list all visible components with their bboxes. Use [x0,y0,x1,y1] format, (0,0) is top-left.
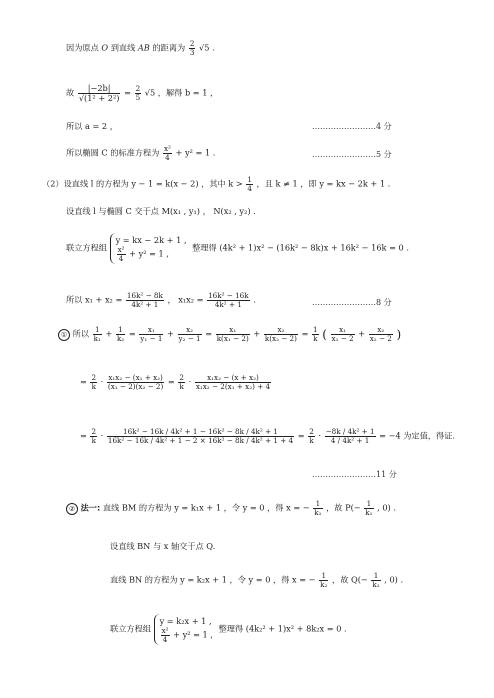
text: 因为原点 [66,42,99,53]
item-marker-1: ① [58,329,70,341]
text: √5 . [199,42,215,53]
line-method1-bm: ② 法一: 直线 BM 的方程为 y = k₁x + 1 ，令 y = 0 ，得 x = − $\frac{1}{\text{k₁}}$ ，故 P(− $\frac{1}{\text{k₁}}$ , 0) . [66,500,396,517]
text: 整理得 (4k² + 1)x² − (16k² − 8k)x + 16k² − 16k = 0 . [192,242,409,253]
line-system-2 [110,614,347,645]
text: . [253,294,256,305]
fraction-sum: $\frac{\text{16k² − 8k}}{\text{4k² + 1}}$ [126,291,163,309]
compound-fraction: $\frac{\text{−8k / 4k² + 1}}{\text{4 / 4k² + 1}}$ [325,427,375,445]
line-bn-setup [110,540,215,552]
text: 的距离为 [152,42,186,53]
text: 所以 [72,328,89,339]
text: 联立方程组 [110,623,151,634]
text: √5 ，解得 b = 1 ， [144,87,219,98]
line-system-1 [66,233,409,264]
line-intersection-points [66,205,256,217]
score-marker-11: ……………………11 分 [312,470,397,479]
line-simplify-2: = $\frac{2}{k}$ · $\frac{\text{16k² − 16k / 4k² + 1 − 16k² − 8k / 4k² + 1}}{\text{16k² − 16k / 4k² + 1 − 2 × 16k² − 8k / 4k² + 1 + 4}}$ = $\frac{2}{k}$ · $\frac{\text{−8k / 4k² + 1}}{\text{4 / 4k² + 1}}$ = −4 为定值，得证. [80,427,456,445]
line-ab: AB [137,42,150,53]
compound-fraction: $\frac{\text{16k² − 16k / 4k² + 1 − 16k² − 8k / 4k² + 1}}{\text{16k² − 16k / 4k² + 1 − 2 × 16k² − 8k / 4k² + 1 + 4}}$ [107,427,294,445]
fraction: $\frac{1}{4}$ [247,175,252,193]
text: 所以 x₁ + x₂ = [66,294,123,305]
line-part2-setup [42,176,390,193]
fraction-distance: $\frac{|-2b|}{\text{√(1² + 2²)}}$ [78,83,120,103]
text: 直线 BN 的方程为 y = k₂x + 1 ，令 y = 0 ，得 x = − [110,574,316,585]
line-a-value [66,120,118,132]
fraction: $\frac{2}{5}$ [135,84,141,102]
line-origin-distance [66,40,215,57]
equation-system: y = k₂x + 1 , $\frac{\text{x²}}{4}$ + y² = 1 , [154,614,216,645]
text: ， x₁x₂ = [167,294,204,305]
text: 直线 BM 的方程为 y = k₁x + 1 ，令 y = 0 ，得 x = − [102,502,310,513]
line-bn-equation: 直线 BN 的方程为 y = k₂x + 1 ，令 y = 0 ，得 x = − $\frac{1}{\text{k₂}}$ ，故 Q(− $\frac{1}{\text{k₂}}$ , 0) . [110,571,404,589]
equation-system: y = kx − 2k + 1 , $\frac{\text{x²}}{4}$ + y² = 1 , [110,233,190,264]
score-marker-5: ……………………5 分 [312,150,392,159]
line-vieta [66,292,256,309]
fraction: $\frac{\text{x²}}{4}$ [163,144,171,162]
text: ，且 k ≠ 1 ，即 y = kx − 2k + 1 . [256,178,391,189]
text: （2）设直线 l 的方程为 y − 1 = k(x − 2) ，其中 k > [42,178,243,189]
line-ellipse-equation [66,145,215,162]
text: 设直线 l 与椭圆 C 交于点 M(x₁ , y₁) ， N(x₂ , y₂) . [66,206,256,216]
text: 设直线 BN 与 x 轴交于点 Q. [110,541,216,551]
line-slopes-sum: ① 所以 $\frac{1}{\text{k₁}}$ + $\frac{1}{\text{k₂}}$ = $\frac{\text{x₁}}{\text{y₁ − 1}}$ + $\frac{\text{x₂}}{\text{y₂ − 1}}$ = $\frac{\text{x₁}}{\text{k(x₁ − 2)}}$ + $\frac{\text{x₂}}{\text{k(x₂ − 2)}}$ = $\frac{1}{k}$ ( $\frac{\text{x₁}}{\text{x₁ − 2}}$ + $\frac{\text{x₂}}{\text{x₂ − 2}}$ ) [58,326,401,343]
fraction-product: $\frac{\text{16k² − 16k}}{\text{4k² + 1}}$ [208,291,249,309]
score-marker-8: ……………………8 分 [312,298,392,307]
text: = −4 为定值，得证. [379,430,456,441]
line-simplify-1: = $\frac{2}{k}$ · $\frac{\text{x₁x₂ − (x₁ + x₂)}}{\text{(x₁ − 2)(x₂ − 2)}}$ = $\frac{2}{k}$ · $\frac{\text{x₁x₂ − (x + x₂)}}{\text{x₁x₂ − 2(x₁ + x₂) + 4}}$ [80,373,271,391]
line-solve-b [66,84,218,103]
text: 所以 a = 2 ， [66,121,118,131]
point-o: O [101,42,109,53]
equals: = [124,87,131,98]
text: 整理得 (4k₂² + 1)x² + 8k₂x = 0 . [218,623,347,634]
text: + y² = 1 . [175,147,216,158]
score-marker-4: ……………………4 分 [312,122,392,131]
fraction: $\frac{2}{3}$ [189,39,195,57]
text: 故 [66,87,75,98]
method-label: 法一: [80,502,101,513]
text: 联立方程组 [66,242,107,253]
item-marker-2: ② [66,503,78,515]
text: 所以椭圆 C 的标准方程为 [66,147,160,158]
text: 到直线 [110,42,136,53]
